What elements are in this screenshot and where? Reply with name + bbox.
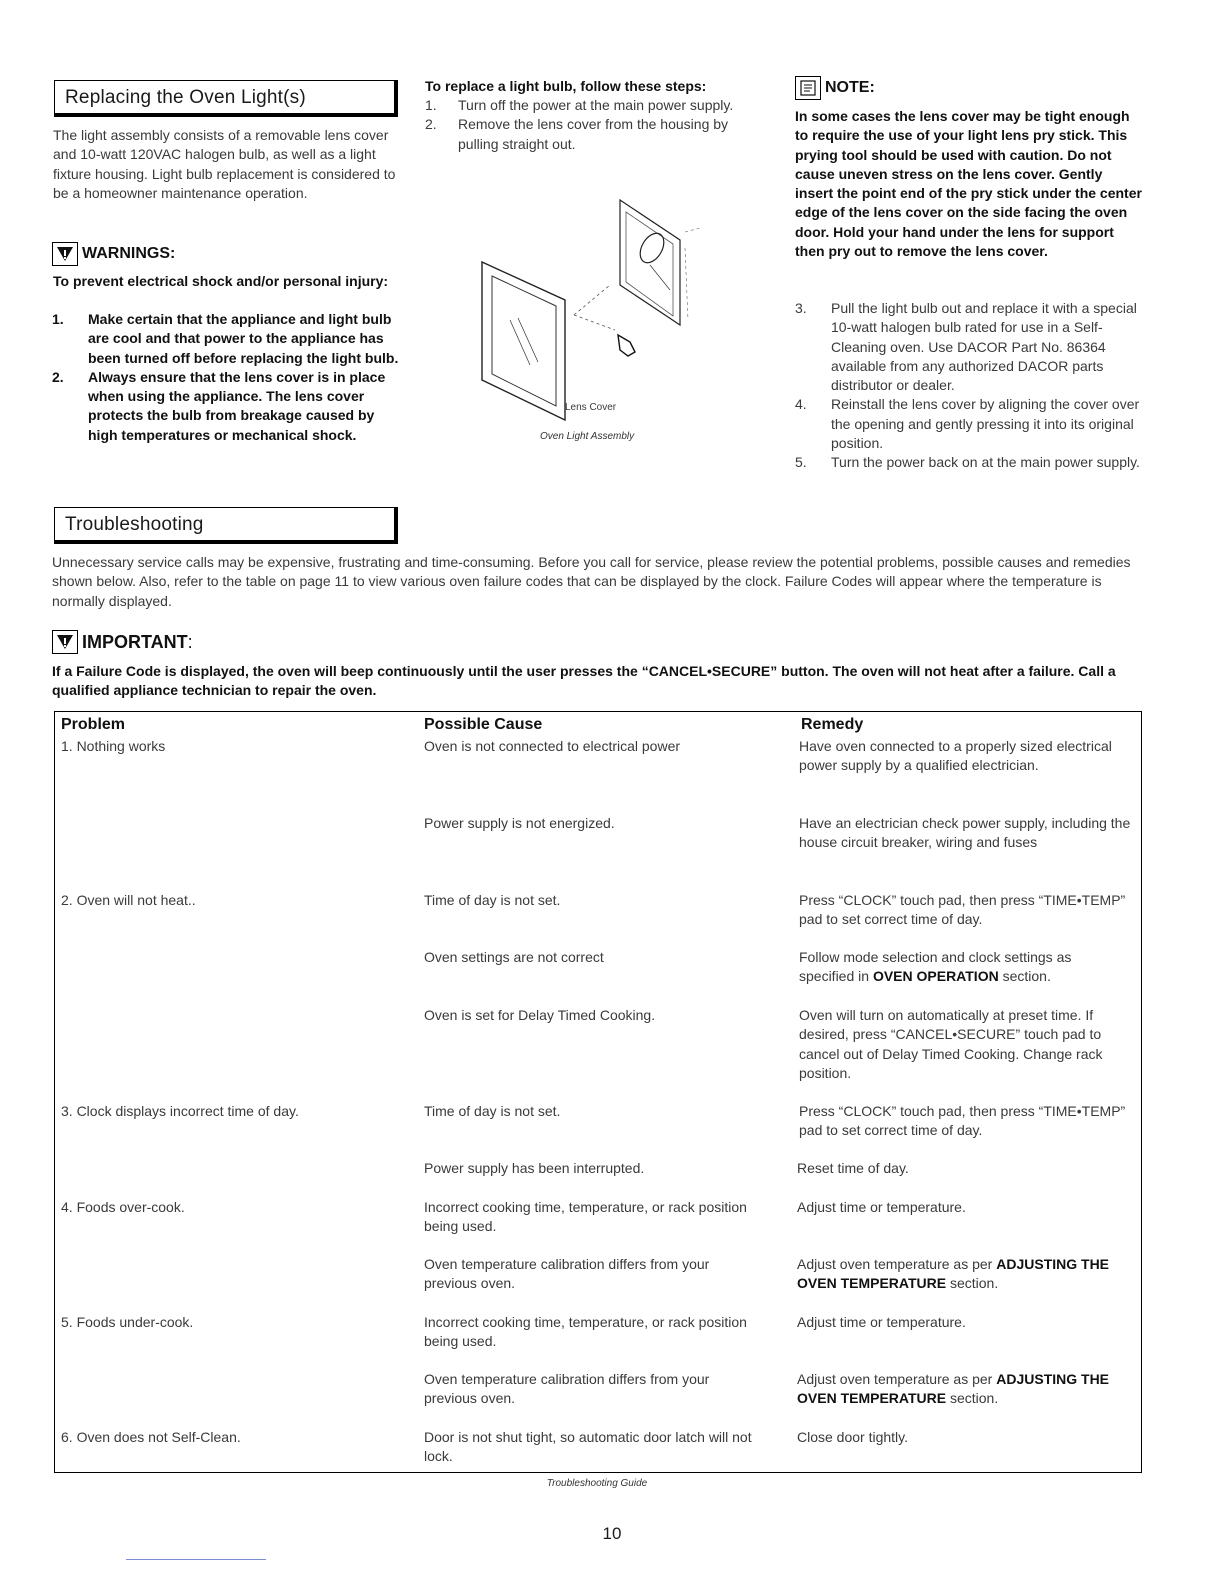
table-cell-cause: Power supply has been interrupted. bbox=[424, 1160, 645, 1176]
table-cell-cause: Door is not shut tight, so automatic door latch will not lock. bbox=[424, 1429, 752, 1465]
steps-heading: To replace a light bulb, follow these steps: bbox=[425, 78, 707, 94]
troubleshooting-table bbox=[54, 711, 1142, 1473]
table-cell-problem: 1. Nothing works bbox=[61, 738, 166, 754]
table-cell-problem: 4. Foods over-cook. bbox=[61, 1199, 185, 1215]
table-cell-cause: Incorrect cooking time, temperature, or rack position being used. bbox=[424, 1314, 747, 1350]
steps-list-b bbox=[795, 299, 1143, 473]
table-cell-remedy: Oven will turn on automatically at preset time. If desired, press “CANCEL•SECURE” touch pad to cancel out of Delay Timed Cooking. Change rack position. bbox=[799, 1007, 1103, 1081]
table-cell-remedy: Follow mode selection and clock settings as specified in OVEN OPERATION section. bbox=[799, 949, 1072, 985]
important-heading: IMPORTANT : bbox=[52, 630, 193, 654]
table-cell-cause: Oven is not connected to electrical power bbox=[424, 738, 681, 754]
table-cell-cause: Power supply is not energized. bbox=[424, 815, 615, 831]
note-icon bbox=[795, 76, 821, 100]
troubleshooting-intro: Unnecessary service calls may be expensive, frustrating and time-consuming. Before you call for service, please review the potential problems, possible causes and remedies shown below. Also, refer to the table on page 11 to view various oven failure codes that can be displayed by the clock. Failure Codes will appear where the temperature is normally displayed. bbox=[52, 554, 1131, 609]
table-cell-remedy: Press “CLOCK” touch pad, then press “TIME•TEMP” pad to set correct time of day. bbox=[799, 1103, 1126, 1139]
list-item: 5. Turn the power back on at the main power supply. bbox=[795, 454, 1140, 471]
table-cell-remedy: Adjust oven temperature as per ADJUSTING THE OVEN TEMPERATURE section. bbox=[797, 1256, 1110, 1292]
table-cell-remedy: Adjust time or temperature. bbox=[797, 1199, 966, 1215]
list-item: 2. Always ensure that the lens cover is in place when using the appliance. The lens cover protects the bulb from breakage caused by high temperatures or mechanical shock. bbox=[52, 368, 386, 443]
table-cell-remedy: Reset time of day. bbox=[797, 1160, 909, 1176]
table-cell-problem: 3. Clock displays incorrect time of day. bbox=[61, 1103, 299, 1119]
warning-icon bbox=[52, 630, 78, 654]
table-cell-problem: 5. Foods under-cook. bbox=[61, 1314, 194, 1330]
table-cell-remedy: Adjust time or temperature. bbox=[797, 1314, 966, 1330]
table-header-cause: Possible Cause bbox=[424, 716, 543, 733]
table-header-problem: Problem bbox=[61, 716, 126, 733]
warnings-list bbox=[52, 310, 404, 445]
note-heading bbox=[795, 76, 875, 100]
warnings-heading-text: WARNINGS: bbox=[82, 245, 176, 262]
important-text: If a Failure Code is displayed, the oven will beep continuously until the user presses the “CANCEL•SECURE” button. The oven will not heat after a failure. Call a qualified appliance technician to repair the oven. bbox=[52, 663, 1116, 699]
section-title-oven-light: Replacing the Oven Light(s) bbox=[54, 80, 398, 117]
warnings-heading bbox=[52, 242, 175, 266]
table-cell-remedy: Have oven connected to a properly sized electrical power supply by a qualified electrician. bbox=[799, 738, 1112, 774]
table-cell-cause: Time of day is not set. bbox=[424, 892, 561, 908]
list-item: 4. Reinstall the lens cover by aligning the cover over the opening and gently pressing it into its original position. bbox=[795, 396, 1140, 452]
warnings-lead: To prevent electrical shock and/or personal injury: bbox=[53, 273, 389, 289]
page-number: 10 bbox=[602, 1524, 622, 1543]
important-heading-text: IMPORTANT bbox=[82, 631, 188, 652]
table-cell-problem: 6. Oven does not Self-Clean. bbox=[61, 1429, 241, 1445]
footer-rule bbox=[126, 1559, 266, 1560]
oven-light-assembly-diagram bbox=[470, 190, 720, 425]
table-cell-cause: Oven temperature calibration differs from your previous oven. bbox=[424, 1371, 710, 1407]
table-cell-remedy: Adjust oven temperature as per ADJUSTING THE OVEN TEMPERATURE section. bbox=[797, 1371, 1110, 1407]
table-cell-cause: Incorrect cooking time, temperature, or rack position being used. bbox=[424, 1199, 747, 1235]
table-caption: Troubleshooting Guide bbox=[546, 1478, 648, 1489]
note-heading-text: NOTE: bbox=[825, 79, 875, 96]
note-text: In some cases the lens cover may be tight enough to require the use of your light lens pry stick. This prying tool should be used with caution. Do not cause uneven stress on the lens cover. Gently insert the point end of the pry stick under the center edge of the lens cover on the side facing the oven door. Hold your hand under the lens for support then pry out to remove the lens cover. bbox=[795, 108, 1142, 260]
table-cell-remedy: Have an electrician check power supply, including the house circuit breaker, wiring and fuses bbox=[799, 815, 1131, 851]
table-cell-cause: Time of day is not set. bbox=[424, 1103, 561, 1119]
table-cell-cause: Oven is set for Delay Timed Cooking. bbox=[424, 1007, 656, 1023]
figure-label-lens-cover: Lens Cover bbox=[565, 402, 617, 413]
list-item: 1. Turn off the power at the main power supply. bbox=[425, 97, 734, 113]
list-item: 2. Remove the lens cover from the housing by pulling straight out. bbox=[425, 116, 729, 152]
steps-list-a bbox=[425, 96, 755, 154]
table-cell-cause: Oven temperature calibration differs from your previous oven. bbox=[424, 1256, 710, 1292]
section-title-troubleshooting: Troubleshooting bbox=[54, 507, 398, 544]
table-cell-remedy: Press “CLOCK” touch pad, then press “TIME•TEMP” pad to set correct time of day. bbox=[799, 892, 1126, 928]
oven-light-intro: The light assembly consists of a removable lens cover and 10-watt 120VAC halogen bulb, as well as a light fixture housing. Light bulb replacement is considered to be a homeowner maintenance operation. bbox=[53, 127, 396, 201]
table-cell-remedy: Close door tightly. bbox=[797, 1429, 909, 1445]
warning-icon bbox=[52, 242, 78, 266]
figure-caption: Oven Light Assembly bbox=[540, 431, 635, 442]
table-header-remedy: Remedy bbox=[801, 716, 864, 733]
table-cell-cause: Oven settings are not correct bbox=[424, 949, 604, 965]
table-cell-problem: 2. Oven will not heat.. bbox=[61, 892, 196, 908]
list-item: 3. Pull the light bulb out and replace it with a special 10-watt halogen bulb rated for use in a Self-Cleaning oven. Use DACOR Part No. 86364 available from any authorized DACOR parts distributor or dealer. bbox=[795, 300, 1137, 394]
list-item: 1. Make certain that the appliance and light bulb are cool and that power to the appliance has been turned off before replacing the light bulb. bbox=[52, 311, 399, 366]
